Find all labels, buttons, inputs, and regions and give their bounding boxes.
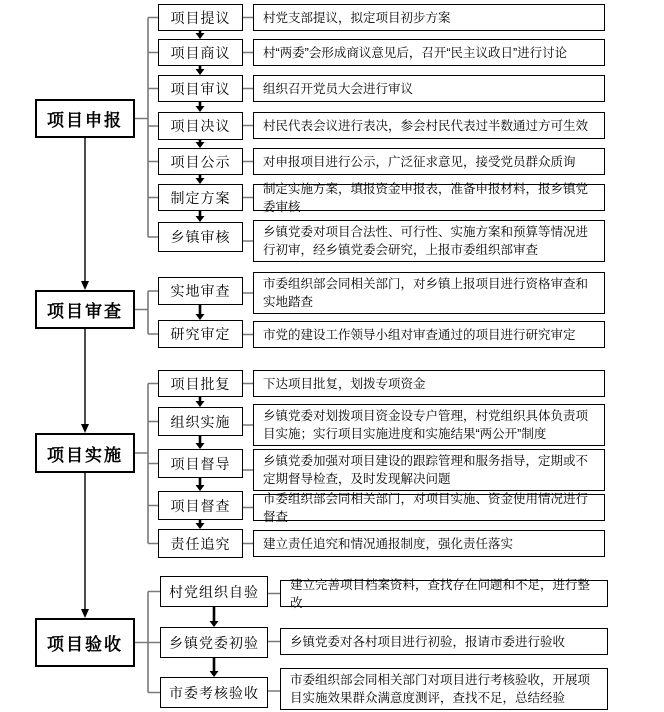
desc-box-field-review: 市委组织部会同相关部门，对乡镇上报项目进行资格审查和实地踏查 <box>253 272 605 314</box>
step-box-field-review: 实地审查 <box>158 277 243 305</box>
desc-box-project-deliberation: 组织召开党员大会进行审议 <box>253 75 605 102</box>
phase-box-acceptance: 项目验收 <box>35 618 135 667</box>
phase-box-review: 项目审查 <box>35 290 135 329</box>
bracket-phase-declaration <box>135 18 158 238</box>
desc-box-project-supervision: 市委组织部会同相关部门，对项目实施、资金使用情况进行督查 <box>253 494 605 521</box>
desc-box-project-publicity: 对申报项目进行公示，广泛征求意见，接受党员群众质询 <box>253 148 605 175</box>
step-box-project-proposal: 项目提议 <box>158 4 243 31</box>
step-box-village-self-inspection: 村党组织自验 <box>160 576 268 607</box>
bracket-phase-implementation <box>135 384 158 544</box>
desc-box-accountability: 建立责任追究和情况通报制度，强化责任落实 <box>253 530 605 557</box>
desc-box-project-resolution: 村民代表会议进行表决，参会村民代表过半数通过方可生效 <box>253 112 605 139</box>
step-box-project-approval: 项目批复 <box>158 370 243 397</box>
step-box-plan-formulation: 制定方案 <box>158 184 243 211</box>
step-box-project-guidance: 项目督导 <box>158 449 243 478</box>
step-box-project-resolution: 项目决议 <box>158 112 243 140</box>
phase-box-declaration: 项目申报 <box>35 99 135 138</box>
phase-box-implementation: 项目实施 <box>35 433 135 473</box>
desc-box-village-self-inspection: 建立完善项目档案资料，查找存在问题和不足，进行整改 <box>280 580 608 607</box>
desc-box-project-proposal: 村党支部提议，拟定项目初步方案 <box>253 4 605 31</box>
step-box-township-initial-inspection: 乡镇党委初验 <box>160 627 268 658</box>
desc-box-research-approval: 市党的建设工作领导小组对审查通过的项目进行研究审定 <box>253 321 605 348</box>
desc-box-project-discussion: 村“两委”会形成商议意见后，召开“民主议政日”进行讨论 <box>253 39 605 66</box>
step-box-township-review: 乡镇审核 <box>158 222 243 252</box>
step-box-project-supervision: 项目督查 <box>158 491 243 520</box>
desc-box-project-approval: 下达项目批复，划拨专项资金 <box>253 370 605 397</box>
desc-box-township-initial-inspection: 乡镇党委对各村项目进行初验，报请市委进行验收 <box>280 628 608 655</box>
desc-box-city-assessment-acceptance: 市委组织部会同相关部门对项目进行考核验收，开展项目实施效果群众满意度测评，查找不足，总结经验 <box>280 668 608 710</box>
step-box-city-assessment-acceptance: 市委考核验收 <box>160 677 268 708</box>
bracket-phase-acceptance <box>135 592 160 693</box>
step-box-research-approval: 研究审定 <box>158 320 243 348</box>
desc-box-organize-implementation: 乡镇党委对划拨项目资金设专户管理，村党组织具体负责项目实施；实行项目实施进度和实施结果“两公开”制度 <box>253 404 605 446</box>
desc-box-plan-formulation: 制定实施方案，填报资金申报表，准备申报材料，报乡镇党委审核 <box>253 184 605 211</box>
bracket-phase-review <box>135 291 158 334</box>
step-box-accountability: 责任追究 <box>158 529 243 558</box>
step-box-organize-implementation: 组织实施 <box>158 407 243 436</box>
step-box-project-deliberation: 项目审议 <box>158 75 243 102</box>
phase-flow-arrows <box>81 138 89 618</box>
desc-box-township-review: 乡镇党委对项目合法性、可行性、实施方案和预算等情况进行初审，经乡镇党委会研究，上报市委组织部审查 <box>253 220 605 262</box>
desc-box-project-guidance: 乡镇党委加强对项目建设的跟踪管理和服务指导，定期或不定期督导检查，及时发现解决问题 <box>253 449 605 491</box>
step-box-project-discussion: 项目商议 <box>158 39 243 66</box>
step-box-project-publicity: 项目公示 <box>158 148 243 175</box>
